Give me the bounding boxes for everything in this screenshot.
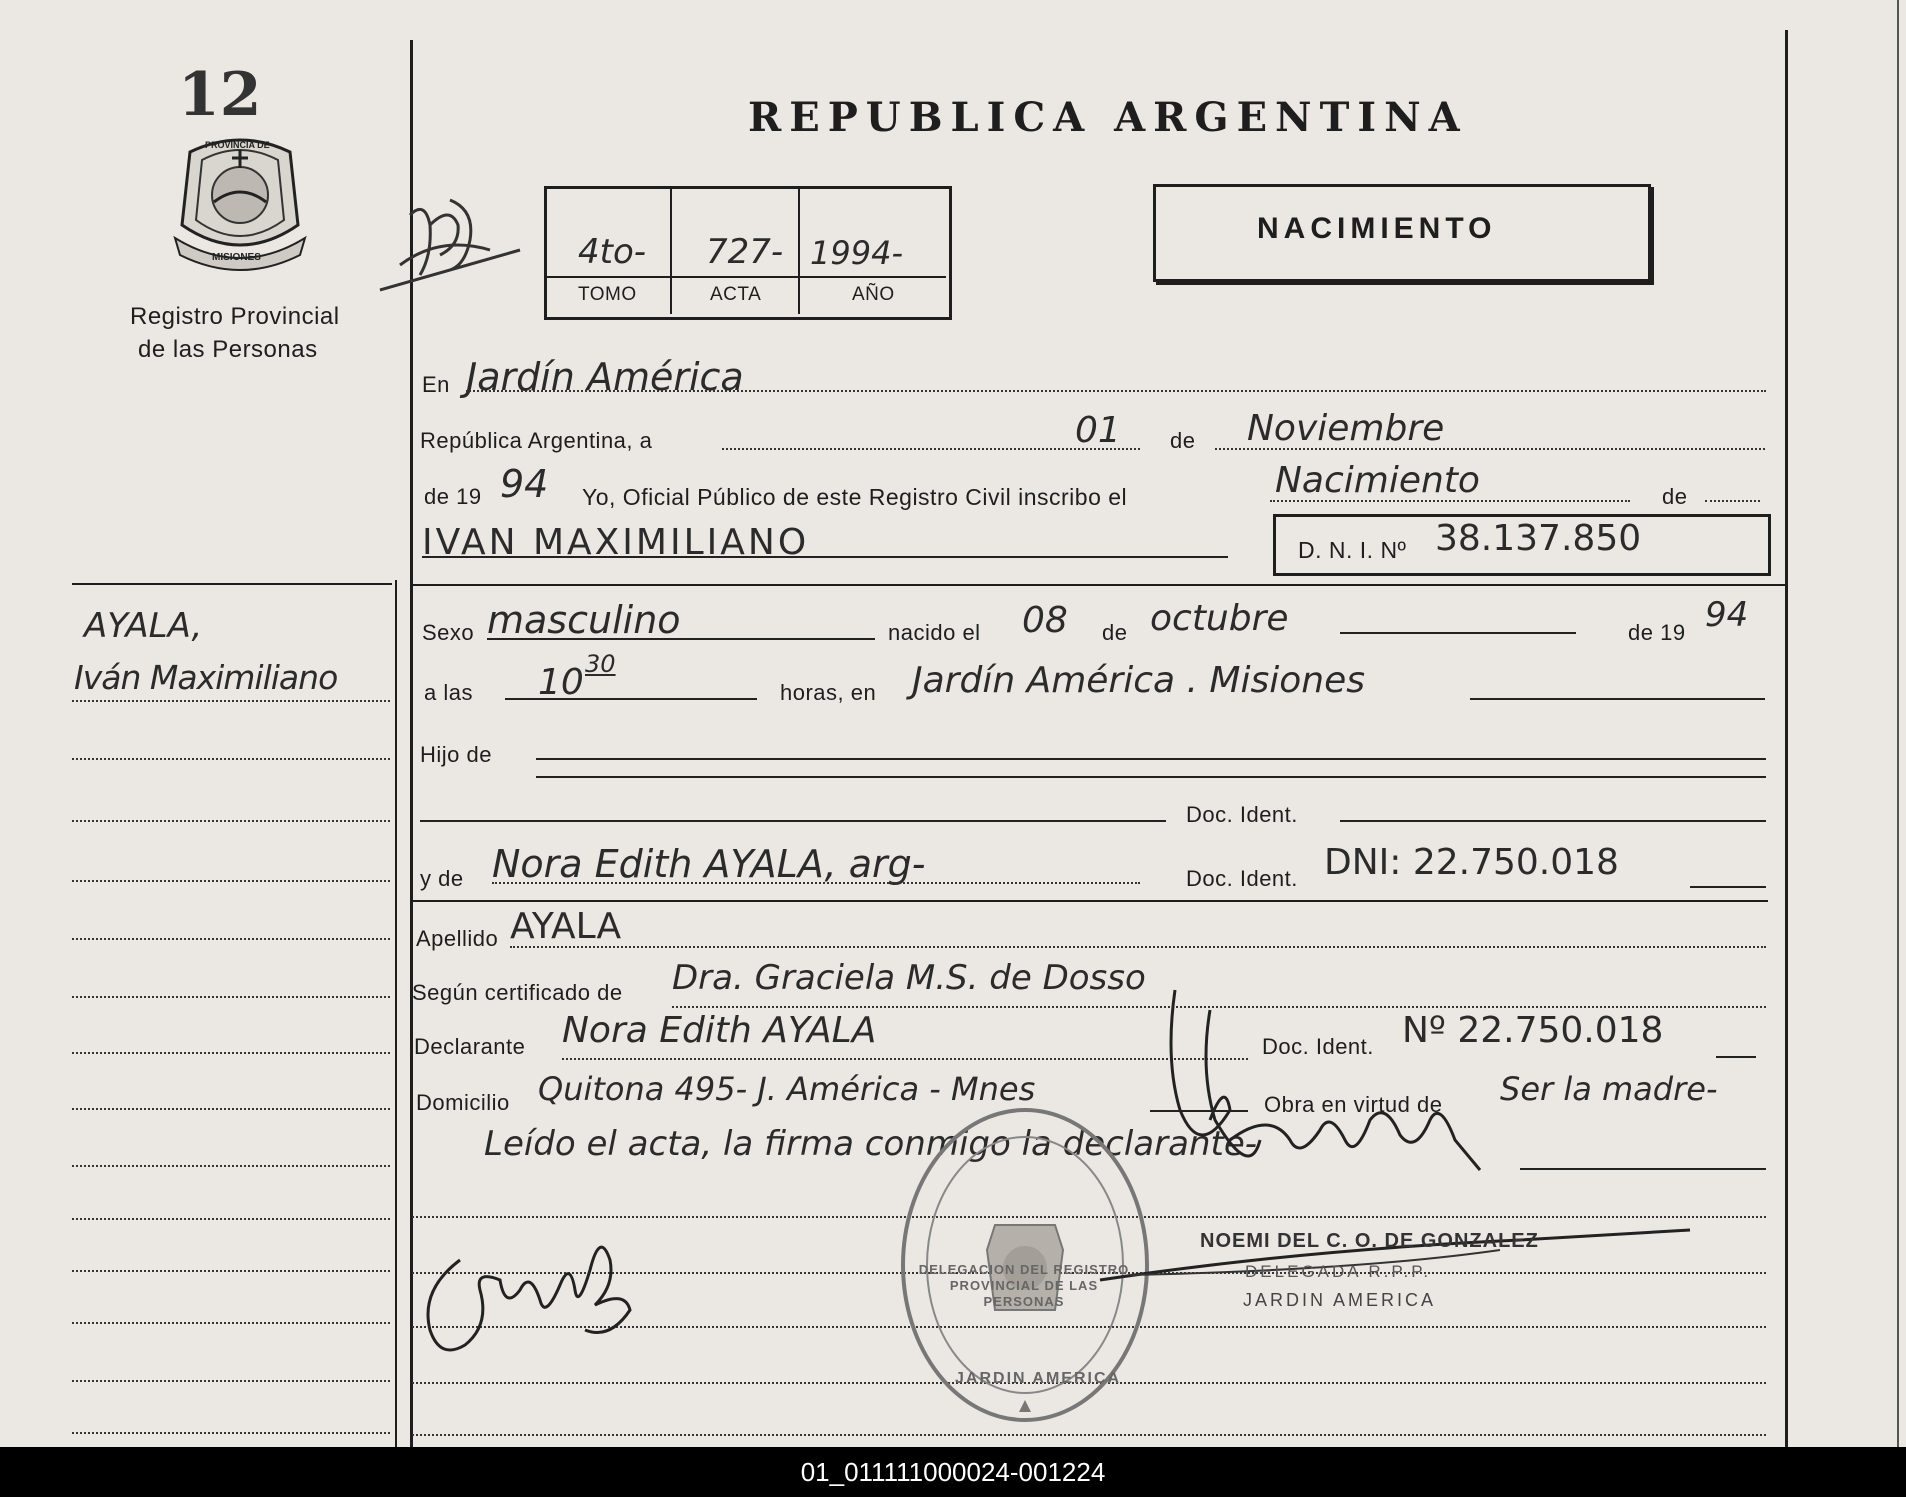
margin-divider bbox=[72, 583, 392, 585]
scan-id-footer: 01_011111000024-001224 bbox=[0, 1447, 1906, 1497]
declarante-doc-value: Nº 22.750.018 bbox=[1402, 1010, 1664, 1051]
horas-label: horas, en bbox=[780, 680, 877, 705]
acta-value: 727- bbox=[706, 232, 784, 272]
inscribo-line bbox=[1270, 500, 1630, 502]
month-value: Noviembre bbox=[1247, 408, 1445, 449]
year-suffix-value: 94 bbox=[500, 462, 549, 506]
registry-name-line2: de las Personas bbox=[138, 336, 318, 363]
en-line bbox=[466, 390, 1766, 392]
leido-value: Leído el acta, la firma conmigo la declarante- bbox=[484, 1124, 1258, 1164]
a-las-label: a las bbox=[424, 680, 473, 705]
en-value: Jardín América bbox=[466, 355, 744, 399]
domicilio-value: Quitona 495- J. América - Mnes bbox=[538, 1070, 1036, 1108]
margin-dotted-line bbox=[72, 820, 390, 822]
form-dotted-line bbox=[412, 1434, 1766, 1436]
minutes-value: 30 bbox=[585, 650, 616, 678]
domicilio-label: Domicilio bbox=[416, 1090, 510, 1115]
margin-dotted-line bbox=[72, 700, 390, 702]
declarante-label: Declarante bbox=[414, 1034, 526, 1059]
mother-line bbox=[492, 882, 1140, 884]
right-frame-line bbox=[1785, 30, 1788, 1447]
margin-dotted-line bbox=[72, 938, 390, 940]
yo-label: Yo, Oficial Público de este Registro Civil inscribo el bbox=[582, 484, 1128, 510]
record-box-divider bbox=[798, 189, 800, 314]
seal-bottom-text: MISIONES bbox=[212, 252, 261, 263]
stamp-bottom-text: JARDIN AMERICA bbox=[955, 1370, 1122, 1387]
margin-dotted-line bbox=[72, 1380, 390, 1382]
inscribo-value: Nacimiento bbox=[1275, 460, 1480, 501]
mother-doc-value: DNI: 22.750.018 bbox=[1324, 842, 1619, 883]
page-number: 12 bbox=[178, 60, 262, 130]
obra-label: Obra en virtud de bbox=[1264, 1092, 1443, 1117]
margin-dotted-line bbox=[72, 1165, 390, 1167]
doc-ident-label: Doc. Ident. bbox=[1186, 802, 1298, 827]
de-label-2: de bbox=[1662, 484, 1688, 509]
official-name: NOEMI DEL C. O. DE GONZALEZ bbox=[1200, 1230, 1539, 1252]
margin-given-names: Iván Maximiliano bbox=[74, 658, 338, 697]
day-value: 01 bbox=[1075, 410, 1121, 451]
date-day-line bbox=[722, 448, 1140, 450]
en-label: En bbox=[422, 372, 450, 397]
place-line bbox=[1470, 698, 1765, 700]
margin-dotted-line bbox=[72, 880, 390, 882]
margin-dotted-line bbox=[72, 1322, 390, 1324]
de19-label: de 19 bbox=[1628, 620, 1686, 645]
obra-value: Ser la madre- bbox=[1500, 1070, 1718, 1108]
official-signature bbox=[1100, 970, 1700, 1310]
margin-dotted-line bbox=[72, 996, 390, 998]
segun-value: Dra. Graciela M.S. de Dosso bbox=[672, 958, 1146, 998]
birth-month-value: octubre bbox=[1150, 598, 1289, 639]
section-divider bbox=[412, 584, 1785, 586]
republica-label: República Argentina, a bbox=[420, 428, 653, 453]
hijo-label: Hijo de bbox=[420, 742, 492, 767]
margin-dotted-line bbox=[72, 1108, 390, 1110]
official-role: DELEGADA R.P.P. bbox=[1245, 1262, 1432, 1281]
declarante-value: Nora Edith AYALA bbox=[562, 1010, 877, 1051]
margin-dotted-line bbox=[72, 1432, 390, 1434]
sexo-label: Sexo bbox=[422, 620, 475, 645]
year-prefix-label: de 19 bbox=[424, 484, 482, 509]
father-cont-line bbox=[420, 820, 1166, 822]
margin-surname: AYALA, bbox=[84, 606, 203, 646]
y-de-label: y de bbox=[420, 866, 464, 891]
record-box-rule bbox=[547, 276, 946, 278]
declarante-doc-line bbox=[1716, 1056, 1756, 1058]
page-edge-line bbox=[1897, 0, 1899, 1447]
birth-day-value: 08 bbox=[1022, 600, 1068, 641]
section-divider bbox=[412, 900, 1768, 902]
doc-ident-label-2: Doc. Ident. bbox=[1186, 866, 1298, 891]
record-type: NACIMIENTO bbox=[1257, 212, 1497, 245]
apellido-line bbox=[510, 946, 1766, 948]
father-doc-line bbox=[1340, 820, 1766, 822]
father-line bbox=[536, 758, 1766, 760]
father-line-2 bbox=[536, 776, 1766, 778]
margin-dotted-line bbox=[72, 1052, 390, 1054]
name-line bbox=[422, 556, 1228, 558]
de-label-3: de bbox=[1102, 620, 1128, 645]
official-place: JARDIN AMERICA bbox=[1243, 1290, 1437, 1310]
doc-ident-label-3: Doc. Ident. bbox=[1262, 1034, 1374, 1059]
margin-dotted-line bbox=[72, 758, 390, 760]
stamp-ring-text: DELEGACION DEL REGISTRO PROVINCIAL DE LAS PERSONAS bbox=[918, 1262, 1130, 1309]
tomo-value: 4to- bbox=[578, 232, 647, 272]
inner-left-frame-line bbox=[395, 580, 397, 1447]
margin-dotted-line bbox=[72, 1270, 390, 1272]
country-title: REPUBLICA ARGENTINA bbox=[748, 94, 1468, 141]
dni-value: 38.137.850 bbox=[1435, 518, 1642, 559]
place-value: Jardín América . Misiones bbox=[912, 660, 1365, 701]
de-label: de bbox=[1170, 428, 1196, 453]
record-box-divider bbox=[670, 189, 672, 314]
de-line bbox=[1705, 500, 1760, 502]
birth-year-suffix: 94 bbox=[1705, 595, 1749, 635]
ano-label: AÑO bbox=[852, 284, 895, 305]
mother-value: Nora Edith AYALA, arg- bbox=[492, 842, 926, 886]
apellido-value: AYALA bbox=[510, 906, 622, 947]
sexo-value: masculino bbox=[487, 598, 681, 642]
initials-mark bbox=[380, 195, 530, 305]
name-value: IVAN MAXIMILIANO bbox=[422, 522, 810, 563]
ano-value: 1994- bbox=[810, 234, 903, 272]
birth-month-line bbox=[1340, 632, 1576, 634]
segun-label: Según certificado de bbox=[412, 980, 623, 1005]
nacido-label: nacido el bbox=[888, 620, 981, 645]
registry-name-line1: Registro Provincial bbox=[130, 303, 340, 330]
sexo-line bbox=[487, 638, 875, 640]
tomo-label: TOMO bbox=[578, 284, 637, 305]
seal-top-text: PROVINCIA DE bbox=[205, 140, 270, 150]
date-month-line bbox=[1215, 448, 1765, 450]
margin-dotted-line bbox=[72, 1218, 390, 1220]
acta-label: ACTA bbox=[710, 284, 762, 305]
apellido-label: Apellido bbox=[416, 926, 499, 951]
declarant-signature bbox=[410, 1230, 660, 1370]
hour-value: 10 bbox=[538, 662, 584, 703]
mother-doc-line bbox=[1690, 886, 1766, 888]
hour-line bbox=[505, 698, 757, 700]
dni-label: D. N. I. Nº bbox=[1298, 537, 1407, 563]
